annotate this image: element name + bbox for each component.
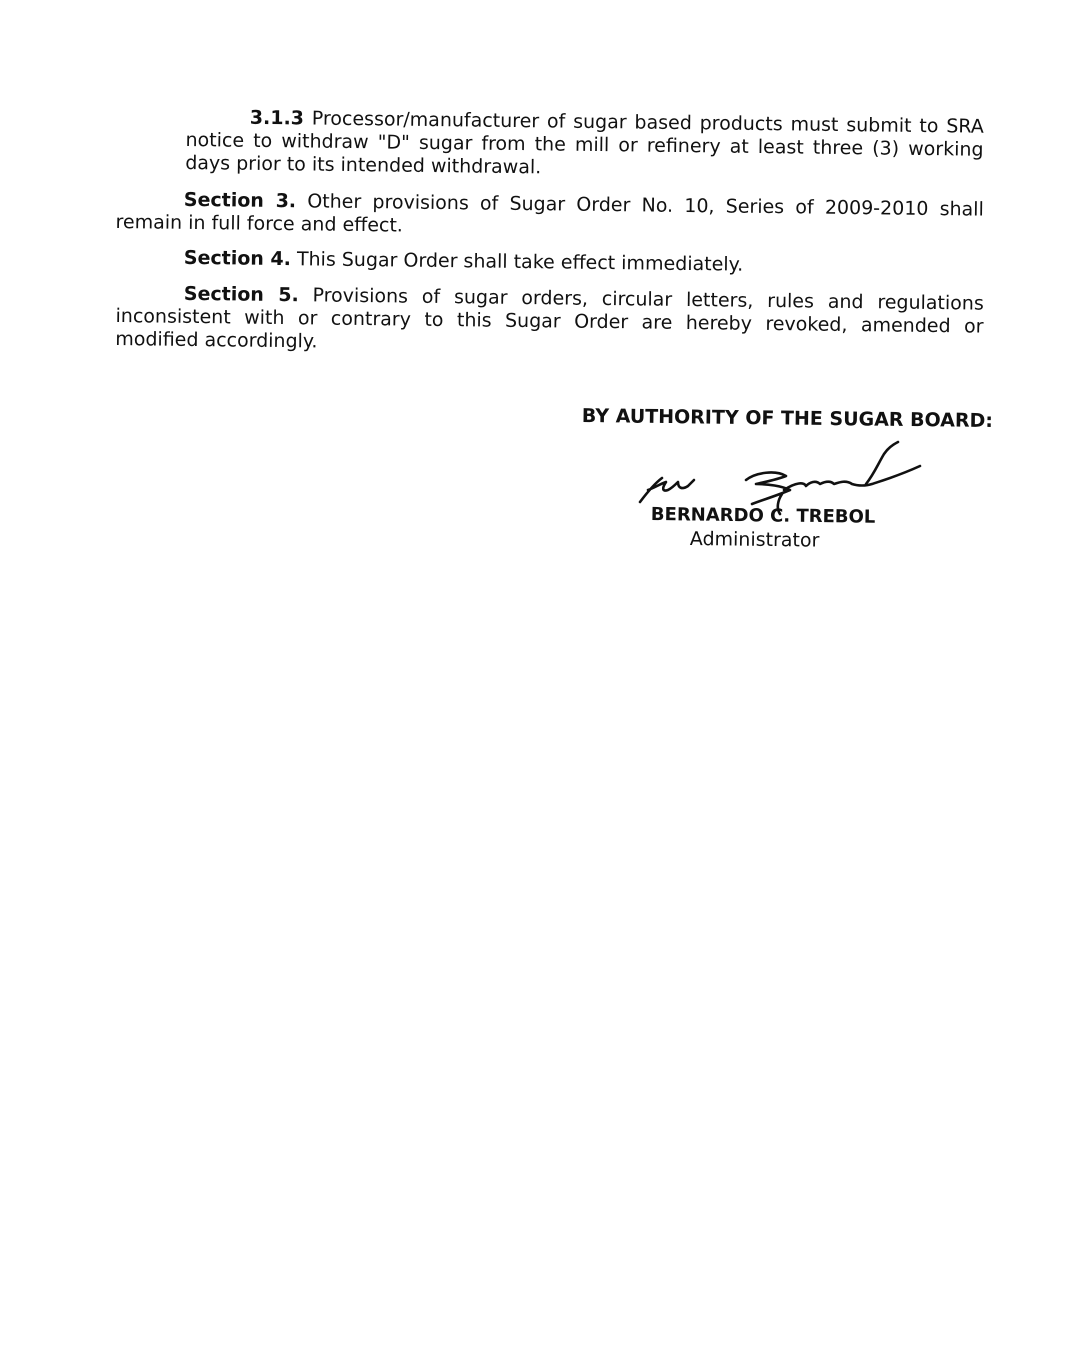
authority-line: BY AUTHORITY OF THE SUGAR BOARD: bbox=[581, 405, 994, 433]
section-3 bbox=[115, 188, 983, 245]
clause-3-1-3 bbox=[185, 106, 984, 185]
section-4 bbox=[116, 246, 984, 280]
clause-number: 3.1.3 bbox=[249, 106, 305, 130]
section-4-text: This Sugar Order shall take effect immediately. bbox=[296, 248, 744, 276]
section-4-label: Section 4. bbox=[183, 246, 292, 271]
section-3-text: Other provisions of Sugar Order No. 10, Series of 2009-2010 shall remain in full force and effect. bbox=[115, 190, 984, 237]
signer-title: Administrator bbox=[689, 528, 820, 552]
signer-name: BERNARDO C. TREBOL bbox=[650, 504, 876, 528]
section-3-label: Section 3. bbox=[183, 188, 297, 213]
section-5 bbox=[115, 282, 984, 362]
section-5-label: Section 5. bbox=[183, 282, 299, 307]
clause-text: Processor/manufacturer of sugar based products must submit to SRA notice to withdraw "D" sugar from the mill or refinery at least three (3) working days prior to its intended withdrawal. bbox=[185, 107, 984, 179]
section-5-text: Provisions of sugar orders, circular letters, rules and regulations inconsistent with or contrary to this Sugar Order are hereby revoked, amended or modified accordingly. bbox=[115, 284, 984, 353]
